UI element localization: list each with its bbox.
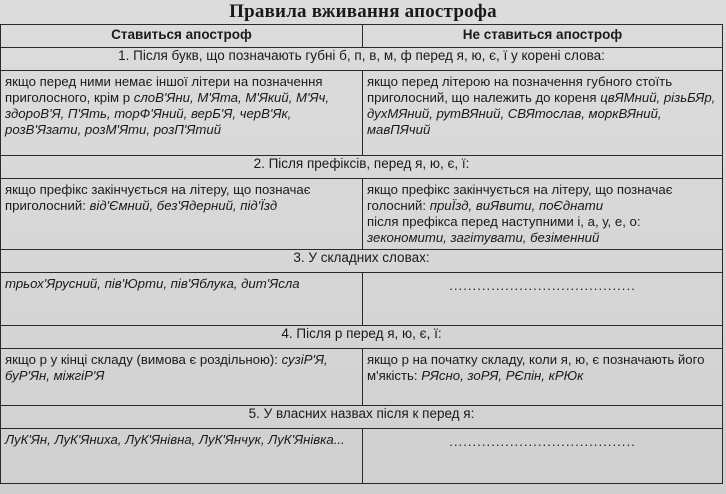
header-row [1, 25, 723, 48]
section-heading: 1. Після букв, що позначають губні б, п, в, м, ф перед я, ю, є, ї у корені слова: [1, 48, 723, 71]
rule-examples-2: зекономити, загітувати, безіменний [367, 230, 600, 245]
section-heading-2 [1, 156, 723, 179]
section-row-5 [1, 429, 723, 484]
section-heading-3 [1, 250, 723, 273]
rule-cell-left [1, 71, 363, 156]
rule-examples: ЛуК'Ян, ЛуК'Яниха, ЛуК'Янівна, ЛуК'Янчук, ЛуК'Янівка... [5, 432, 345, 447]
section-row-1 [1, 71, 723, 156]
section-heading-5 [1, 406, 723, 429]
section-heading: 5. У власних назвах після к перед я: [1, 406, 723, 429]
section-row-4 [1, 349, 723, 406]
rule-cell-right [363, 179, 723, 250]
rule-text-2: після префікса перед наступними і, а, у, е, о: [367, 214, 641, 229]
rule-cell-right [363, 429, 723, 484]
rule-examples: сузіР'Я, буР'Ян, міжгіР'Я [5, 352, 328, 383]
rule-examples: РЯсно, зоРЯ, РЄпін, кРЮк [421, 368, 584, 383]
rule-cell-left [1, 349, 363, 406]
section-row-3 [1, 273, 723, 326]
section-row-2 [1, 179, 723, 250]
page-title: Правила вживання апострофа [229, 1, 497, 22]
rule-examples: приЇзд, виЯвити, поЄднати [429, 198, 604, 213]
rule-text: якщо р на початку складу, коли я, ю, є позначають його м'якість: [367, 352, 705, 383]
rule-text: якщо перед літерою на позначення губного стоїть приголосний, що належить до кореня [367, 74, 673, 105]
rule-text: якщо р у кінці складу (вимова є роздільною): [5, 352, 278, 367]
section-heading: 4. Після р перед я, ю, є, ї: [1, 326, 723, 349]
rule-cell-left [1, 179, 363, 250]
rule-text: якщо префікс закінчується на літеру, що позначає приголосний: [5, 182, 311, 213]
rule-examples: цвЯМний, різьБЯр, духМЯний, рутВЯний, СВЯтослав, моркВЯний, мавПЯчий [367, 90, 716, 137]
rule-cell-right [363, 71, 723, 156]
section-heading: 2. Після префіксів, перед я, ю, є, ї: [1, 156, 723, 179]
rule-cell-left [1, 429, 363, 484]
header-left: Ставиться апостроф [1, 25, 363, 48]
rule-cell-left [1, 273, 363, 326]
rule-examples: від'Ємний, без'Ядерний, під'Їзд [89, 198, 278, 213]
rule-examples: трьох'Ярусний, пів'Юрти, пів'Яблука, дит'Ясла [5, 276, 300, 291]
rule-examples: слоВ'Яни, М'Ята, М'Який, М'Яч, здороВ'Я, П'Ять, торФ'Яний, верБ'Я, черВ'Як, розВ'Язати, розМ'Яти, розП'Ятий [5, 90, 330, 137]
apostrophe-rules-table [0, 24, 723, 484]
empty-placeholder: ........................................ [449, 278, 636, 293]
rule-text: якщо перед ними немає іншої літери на позначення приголосного, крім р [5, 74, 323, 105]
section-heading-1 [1, 48, 723, 71]
section-heading-4 [1, 326, 723, 349]
section-heading: 3. У складних словах: [1, 250, 723, 273]
rule-cell-right [363, 273, 723, 326]
rule-text: якщо префікс закінчується на літеру, що позначає голосний: [367, 182, 673, 213]
header-right: Не ставиться апостроф [363, 25, 723, 48]
empty-placeholder: ........................................ [449, 434, 636, 449]
rule-cell-right [363, 349, 723, 406]
